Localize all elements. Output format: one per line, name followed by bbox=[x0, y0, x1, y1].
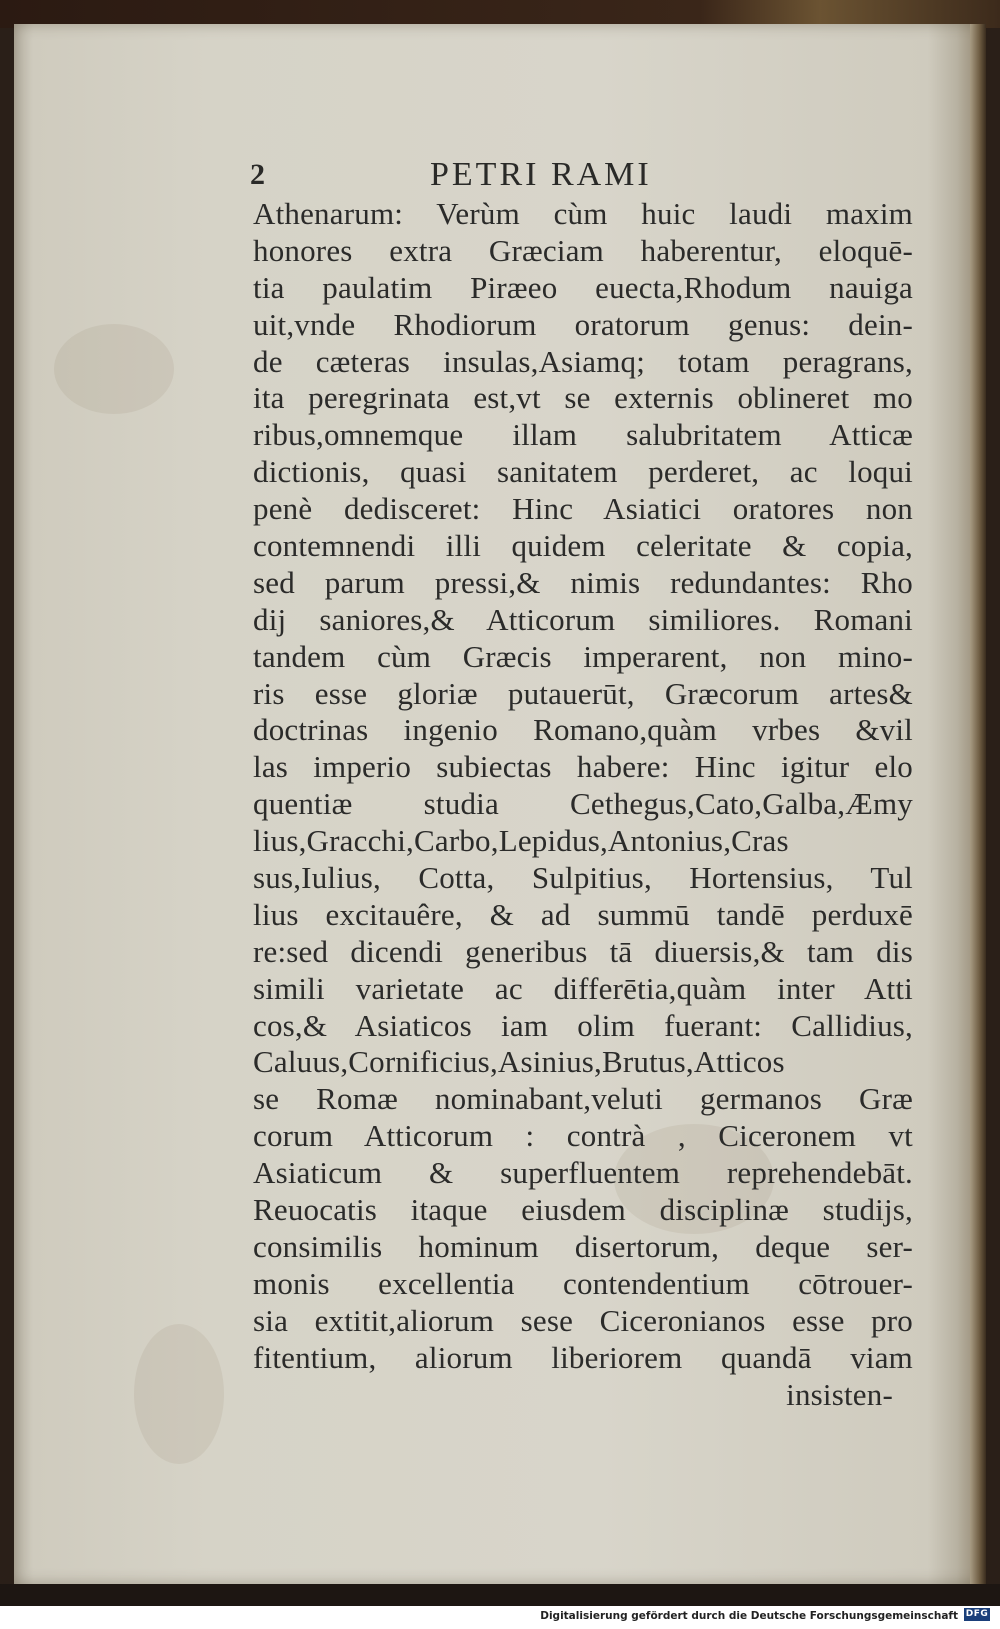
text-line: lius,Gracchi,Carbo,Lepidus,Antonius,Cras bbox=[253, 823, 789, 859]
text-line: ris esse gloriæ putauerūt, Græcorum artes& bbox=[253, 675, 913, 711]
text-line: contemnendi illi quidem celeritate & copia, bbox=[253, 528, 913, 564]
body-text bbox=[253, 196, 913, 1413]
text-line: insisten- bbox=[786, 1376, 893, 1412]
text-line: sus,Iulius, Cotta, Sulpitius, Hortensius, Tul bbox=[253, 860, 913, 896]
text-line: ita peregrinata est,vt se externis oblineret mo bbox=[253, 380, 913, 416]
text-line: Athenarum: Verùm cùm huic laudi maxim bbox=[253, 196, 913, 231]
text-line: corum Atticorum : contrà , Ciceronem vt bbox=[253, 1118, 913, 1154]
dfg-logo: DFG bbox=[965, 1609, 989, 1619]
text-line: consimilis hominum disertorum, deque ser- bbox=[253, 1228, 913, 1264]
text-line: de cæteras insulas,Asiamq; totam peragrans, bbox=[253, 343, 913, 379]
text-line: re:sed dicendi generibus tā diuersis,& tam dis bbox=[253, 933, 913, 969]
text-line: doctrinas ingenio Romano,quàm vrbes &vil bbox=[253, 712, 913, 748]
funding-credit: Digitalisierung gefördert durch die Deutsche Forschungsgemeinschaft bbox=[540, 1610, 958, 1622]
text-line: Asiaticum & superfluentem reprehendebāt. bbox=[253, 1155, 913, 1191]
page-header bbox=[250, 156, 900, 196]
paper-stain bbox=[134, 1324, 224, 1464]
text-line: dictionis, quasi sanitatem perderet, ac loqui bbox=[253, 454, 913, 490]
text-line: tandem cùm Græcis imperarent, non mino- bbox=[253, 638, 913, 674]
text-line: se Romæ nominabant,veluti germanos Græ bbox=[253, 1081, 913, 1117]
text-line: Reuocatis itaque eiusdem disciplinæ studijs, bbox=[253, 1192, 913, 1228]
paper-stain bbox=[54, 324, 174, 414]
text-line: las imperio subiectas habere: Hinc igitur elo bbox=[253, 749, 913, 785]
text-line: ribus,omnemque illam salubritatem Atticæ bbox=[253, 417, 913, 453]
text-line: cos,& Asiaticos iam olim fuerant: Callidius, bbox=[253, 1007, 913, 1043]
page-gutter-edge bbox=[970, 24, 986, 1584]
text-line: Caluus,Cornificius,Asinius,Brutus,Atticos bbox=[253, 1044, 785, 1080]
text-line: lius excitauêre, & ad summū tandē perduxē bbox=[253, 896, 913, 932]
text-line: fitentium, aliorum liberiorem quandā viam bbox=[253, 1339, 913, 1375]
text-line: monis excellentia contendentium cōtrouer- bbox=[253, 1265, 913, 1301]
text-line: penè dedisceret: Hinc Asiatici oratores non bbox=[253, 491, 913, 527]
running-head: PETRI RAMI bbox=[430, 156, 652, 193]
text-line: quentiæ studia Cethegus,Cato,Galba,Æmy bbox=[253, 786, 913, 822]
page-number: 2 bbox=[250, 158, 265, 191]
text-line: uit,vnde Rhodiorum oratorum genus: dein- bbox=[253, 306, 913, 342]
text-line: simili varietate ac differētia,quàm inter Atti bbox=[253, 970, 913, 1006]
scan-backdrop-bottom bbox=[0, 1584, 1000, 1606]
text-line: tia paulatim Piræeo euecta,Rhodum nauiga bbox=[253, 269, 913, 305]
text-line: honores extra Græciam haberentur, eloquē- bbox=[253, 232, 913, 268]
text-line: dij saniores,& Atticorum similiores. Romani bbox=[253, 601, 913, 637]
text-line: sed parum pressi,& nimis redundantes: Rho bbox=[253, 564, 913, 600]
text-line: sia extitit,aliorum sese Ciceronianos esse pro bbox=[253, 1302, 913, 1338]
